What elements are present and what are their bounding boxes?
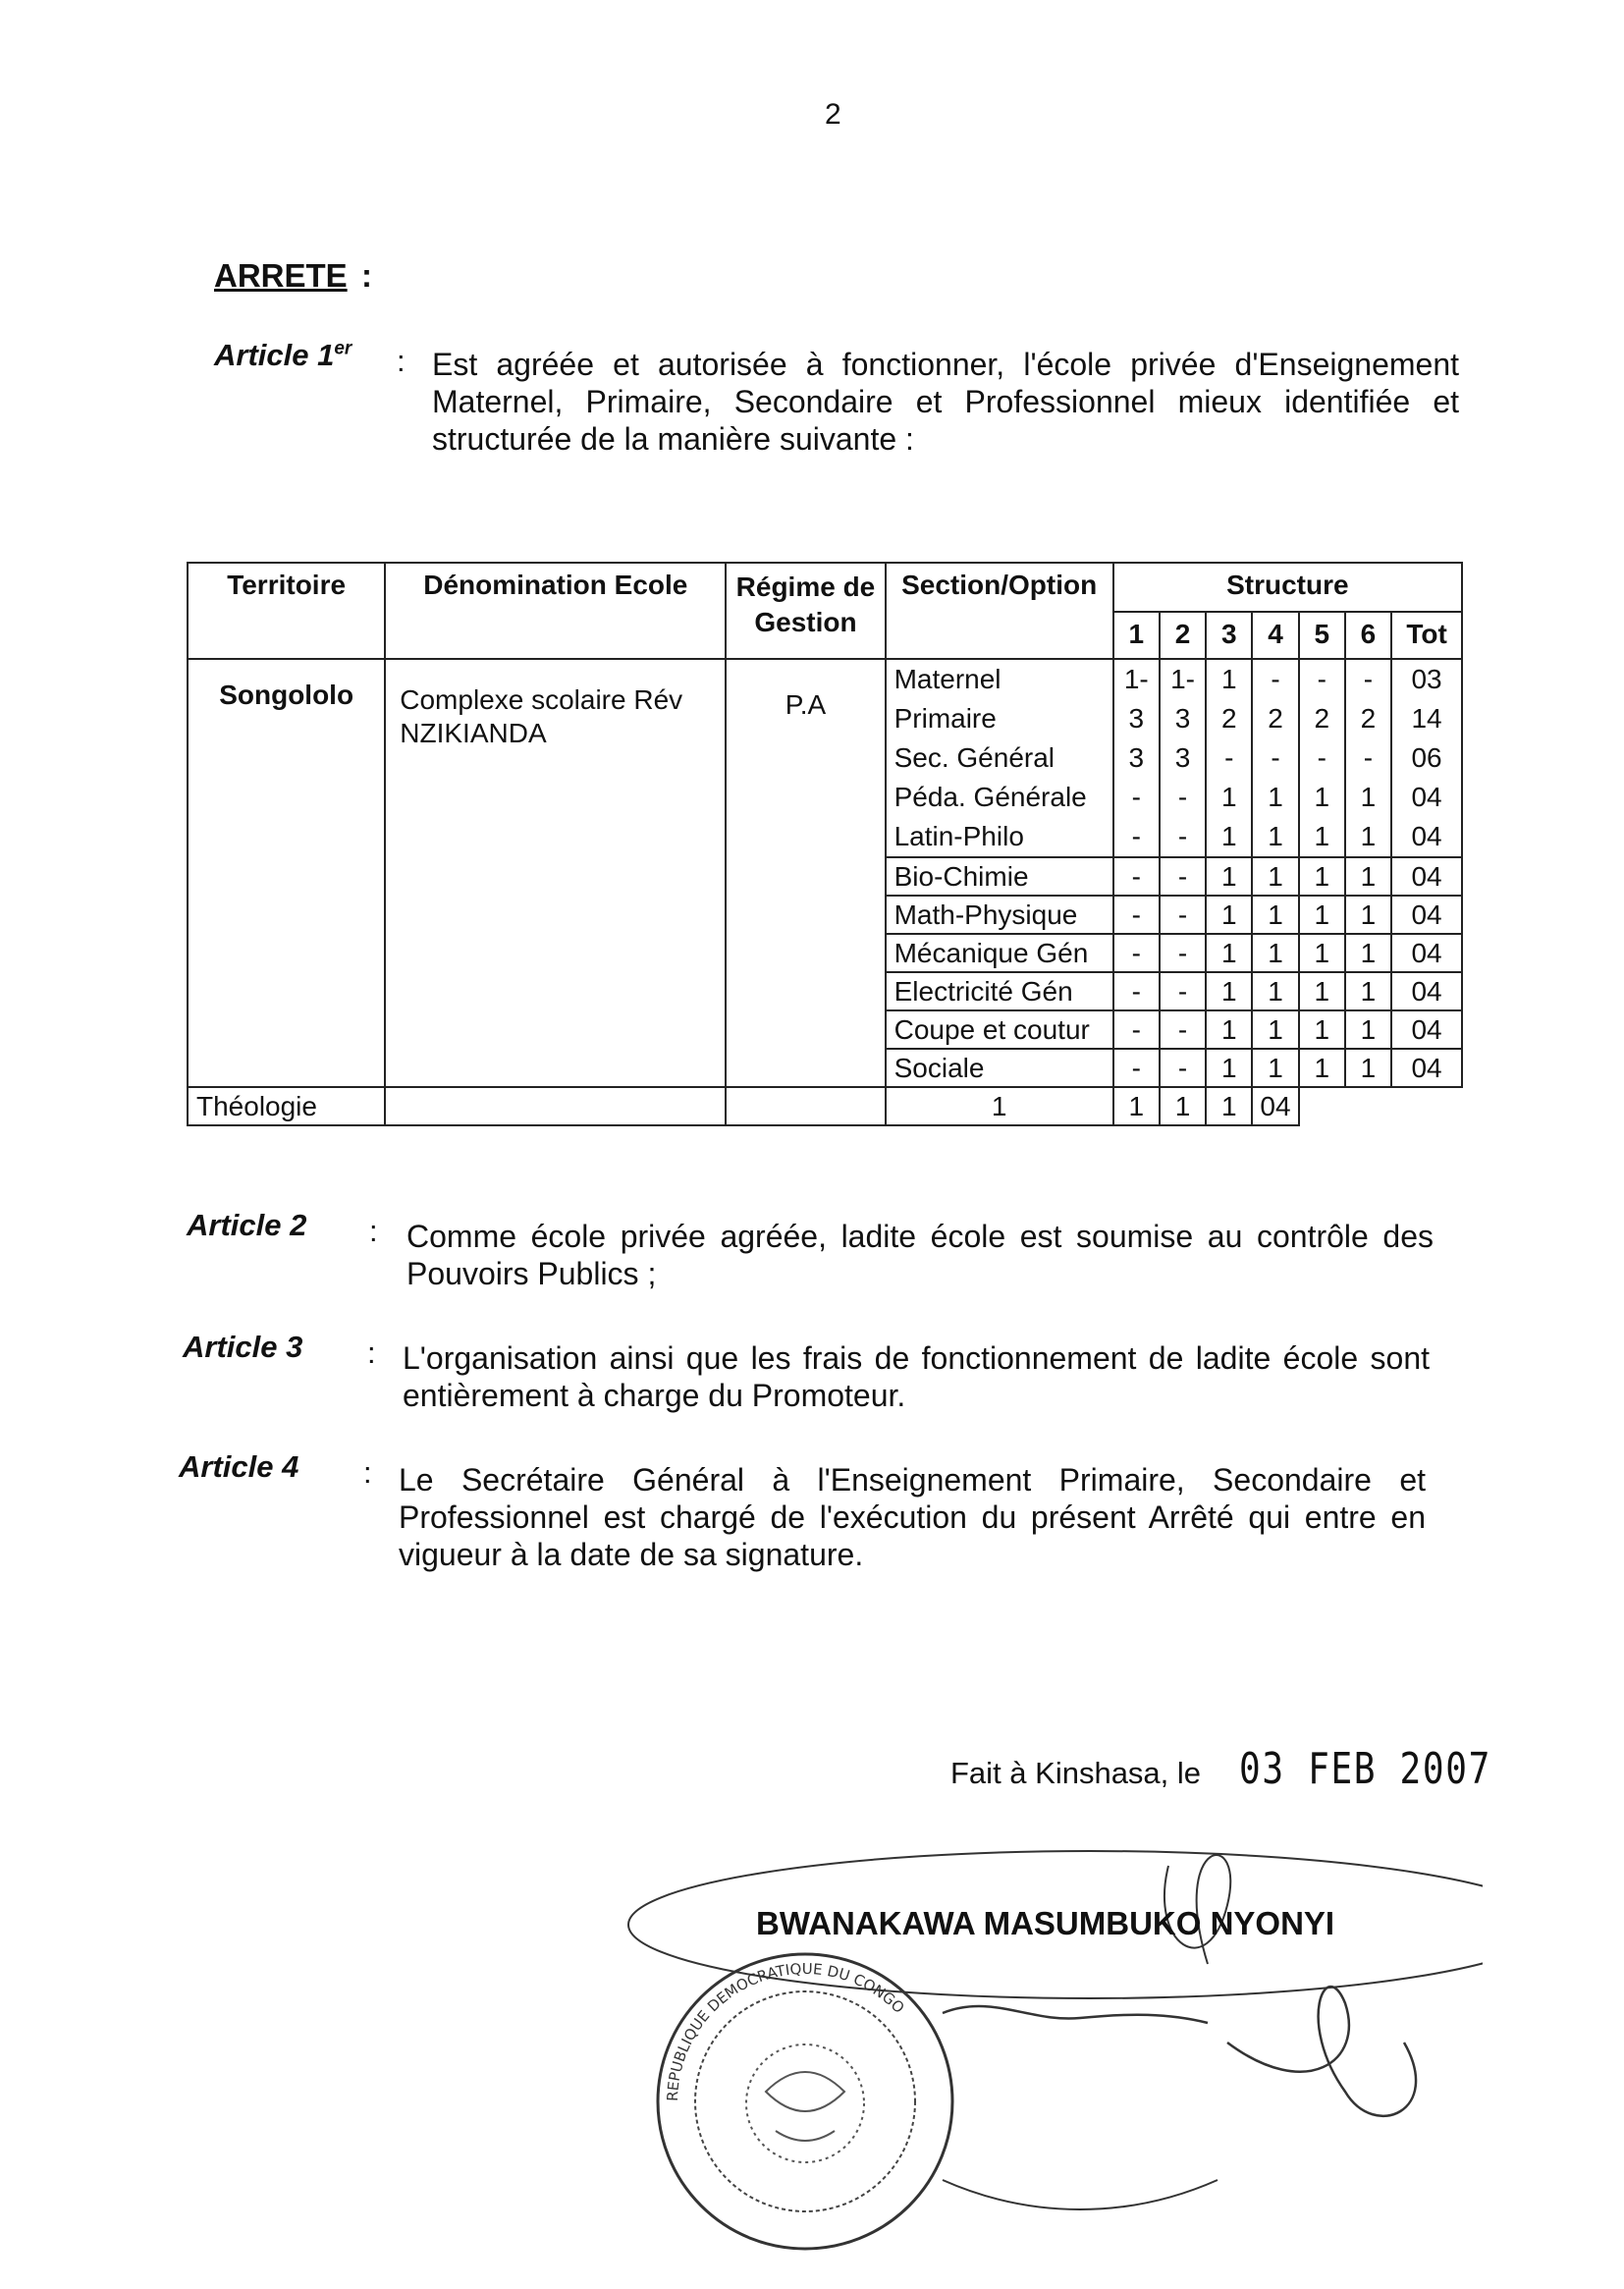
group-value: 1 [1314,782,1330,812]
article-2-label: Article 2 [187,1208,307,1242]
denomination-cell [385,659,726,1087]
seal-inner-ring [695,1991,915,2211]
option-level-4: 1 [1252,896,1298,934]
group-value: 3 [1174,703,1191,734]
group-value: 1 [1360,821,1377,851]
option-level-1 [385,1087,726,1125]
option-level-2 [726,1087,885,1125]
header-section: Section/Option [886,563,1113,659]
option-level-2: - [1160,1010,1206,1049]
option-level-3: 1 [1206,1010,1252,1049]
option-level-4: 1 [1113,1087,1160,1125]
article-2-colon: : [369,1214,378,1248]
header-level-2: 2 [1160,612,1206,659]
option-level-5: 1 [1299,1049,1345,1087]
option-level-3: 1 [1206,857,1252,896]
option-level-1: - [1113,972,1160,1010]
group-col-1 [1113,659,1160,857]
option-level-4: 1 [1252,1010,1298,1049]
option-level-1: - [1113,857,1160,896]
option-level-5: 1 [1299,857,1345,896]
signature-stroke [943,2006,1208,2023]
group-value: - [1317,664,1326,694]
option-level-2: - [1160,1049,1206,1087]
group-value: 1 [1220,664,1237,694]
article-3-colon: : [367,1335,376,1370]
group-col-3 [1206,659,1252,857]
option-level-1: - [1113,1049,1160,1087]
option-level-1: - [1113,934,1160,972]
option-section: Théologie [188,1087,385,1125]
group-value: 2 [1360,703,1377,734]
group-total: 04 [1411,821,1442,851]
header-level-tot: Tot [1391,612,1462,659]
group-value: - [1363,742,1374,773]
seal-text: REPUBLIQUE DEMOCRATIQUE DU CONGO [663,1959,908,2102]
group-col-tot [1391,659,1462,857]
article-1-text: Est agréée et autorisée à fonctionner, l'école privée d'Enseignement Maternel, Primaire, Secondaire et Professionnel mieux identifiée et structurée de la manière suivante : [432,347,1459,457]
option-total: 04 [1391,857,1462,896]
group-value: - [1271,664,1280,694]
article-3-text: L'organisation ainsi que les frais de fonctionnement de ladite école sont entièrement à charge du Promoteur. [403,1340,1430,1413]
group-value: - [1131,821,1141,851]
decree-colon: : [361,257,372,294]
group-value: 1- [1170,664,1195,694]
option-row [188,1087,1462,1125]
denomination-value: Complexe scolaire Rév NZIKIANDA [400,684,683,748]
article-2-text: Comme école privée agréée, ladite école est soumise au contrôle des Pouvoirs Publics ; [406,1219,1434,1291]
header-level-5: 5 [1299,612,1345,659]
group-value: - [1271,742,1280,773]
group-value: 2 [1220,703,1237,734]
option-level-6: 1 [1345,896,1391,934]
regime-cell [726,659,885,1087]
group-value: - [1177,821,1188,851]
option-level-6: 1 [1345,1049,1391,1087]
date-stamp: 03 FEB 2007 [1239,1744,1491,1794]
group-total: 06 [1411,742,1442,773]
option-level-6: 1 [1345,1010,1391,1049]
option-level-4: 1 [1252,934,1298,972]
group-col-2 [1160,659,1206,857]
header-level-6: 6 [1345,612,1391,659]
section-sec-general: Sec. Général [893,742,1056,773]
group-value: 1 [1314,821,1330,851]
header-denomination: Dénomination Ecole [385,563,726,659]
group-total: 04 [1411,782,1442,812]
header-level-1: 1 [1113,612,1160,659]
option-level-1: - [1113,1010,1160,1049]
territoire-value: Songololo [219,680,354,710]
school-structure-table [187,562,1463,1126]
option-level-2: - [1160,857,1206,896]
seal-outer-ring [658,1954,952,2249]
group-value: 3 [1128,703,1145,734]
group-value: 1 [1360,782,1377,812]
option-level-5: 1 [1299,934,1345,972]
article-4-label: Article 4 [179,1449,299,1484]
group-col-6 [1345,659,1391,857]
option-section: Math-Physique [886,896,1113,934]
header-level-4: 4 [1252,612,1298,659]
group-total: 03 [1411,664,1442,694]
header-regime: Régime de Gestion [726,563,885,659]
header-level-3: 3 [1206,612,1252,659]
option-section: Mécanique Gén [886,934,1113,972]
article-4-text: Le Secrétaire Général à l'Enseignement Primaire, Secondaire et Professionnel est chargé de l'exécution du présent Arrêté qui entre en vigueur à la date de sa signature. [399,1462,1426,1572]
group-value: 1 [1220,821,1237,851]
option-total: 04 [1391,972,1462,1010]
option-level-3: 1 [1206,896,1252,934]
option-level-1: - [1113,896,1160,934]
regime-value: P.A [785,689,827,720]
article-4-colon: : [363,1455,372,1490]
signatory-name: BWANAKAWA MASUMBUKO NYONYI [756,1905,1335,1941]
option-level-4: 1 [1252,972,1298,1010]
group-value: 1 [1220,782,1237,812]
group-col-4 [1252,659,1298,857]
group-value: 1- [1123,664,1149,694]
group-value: 1 [1268,782,1283,812]
group-value: - [1363,664,1374,694]
option-level-2: - [1160,896,1206,934]
option-total: 04 [1252,1087,1298,1125]
group-total: 14 [1411,703,1442,734]
option-section: Sociale [886,1049,1113,1087]
group-value: - [1177,782,1188,812]
group-value: 1 [1268,821,1283,851]
group-value: - [1224,742,1234,773]
option-level-2: - [1160,934,1206,972]
option-section: Bio-Chimie [886,857,1113,896]
option-level-4: 1 [1252,1049,1298,1087]
header-territoire: Territoire [188,563,385,659]
group-sections-cell [886,659,1113,857]
option-level-3: 1 [1206,1049,1252,1087]
group-value: 3 [1174,742,1191,773]
section-latin-philo: Latin-Philo [893,821,1024,851]
option-level-5: 1 [1299,896,1345,934]
section-peda-generale: Péda. Générale [893,782,1087,812]
option-level-4: 1 [1252,857,1298,896]
option-level-3: 1 [1206,934,1252,972]
group-value: 3 [1128,742,1145,773]
option-level-5: 1 [1299,972,1345,1010]
territoire-cell [188,659,385,1087]
article-1-colon: : [397,344,406,378]
option-total: 04 [1391,1049,1462,1087]
group-value: - [1317,742,1326,773]
option-section: Electricité Gén [886,972,1113,1010]
option-level-5: 1 [1160,1087,1206,1125]
page-number: 2 [825,98,841,131]
section-maternel: Maternel [893,664,1001,694]
article-1-label: Article 1er [214,338,352,372]
option-level-3: 1 [886,1087,1113,1125]
header-structure: Structure [1113,563,1462,612]
option-level-6: 1 [1206,1087,1252,1125]
group-value: 2 [1314,703,1330,734]
section-primaire: Primaire [893,703,997,734]
signature-underline [943,2180,1218,2209]
group-value: 2 [1268,703,1283,734]
article-3-label: Article 3 [183,1330,303,1364]
option-section: Coupe et coutur [886,1010,1113,1049]
option-level-5: 1 [1299,1010,1345,1049]
place-date: Fait à Kinshasa, le [950,1756,1202,1790]
seal-emblem [746,2044,864,2162]
group-col-5 [1299,659,1345,857]
option-level-6: 1 [1345,972,1391,1010]
group-value: - [1131,782,1141,812]
option-total: 04 [1391,896,1462,934]
option-level-6: 1 [1345,857,1391,896]
option-level-3: 1 [1206,972,1252,1010]
option-level-6: 1 [1345,934,1391,972]
option-level-2: - [1160,972,1206,1010]
option-total: 04 [1391,1010,1462,1049]
decree-title: ARRETE [214,257,348,294]
option-total: 04 [1391,934,1462,972]
signature-flourish [1227,1987,1416,2116]
